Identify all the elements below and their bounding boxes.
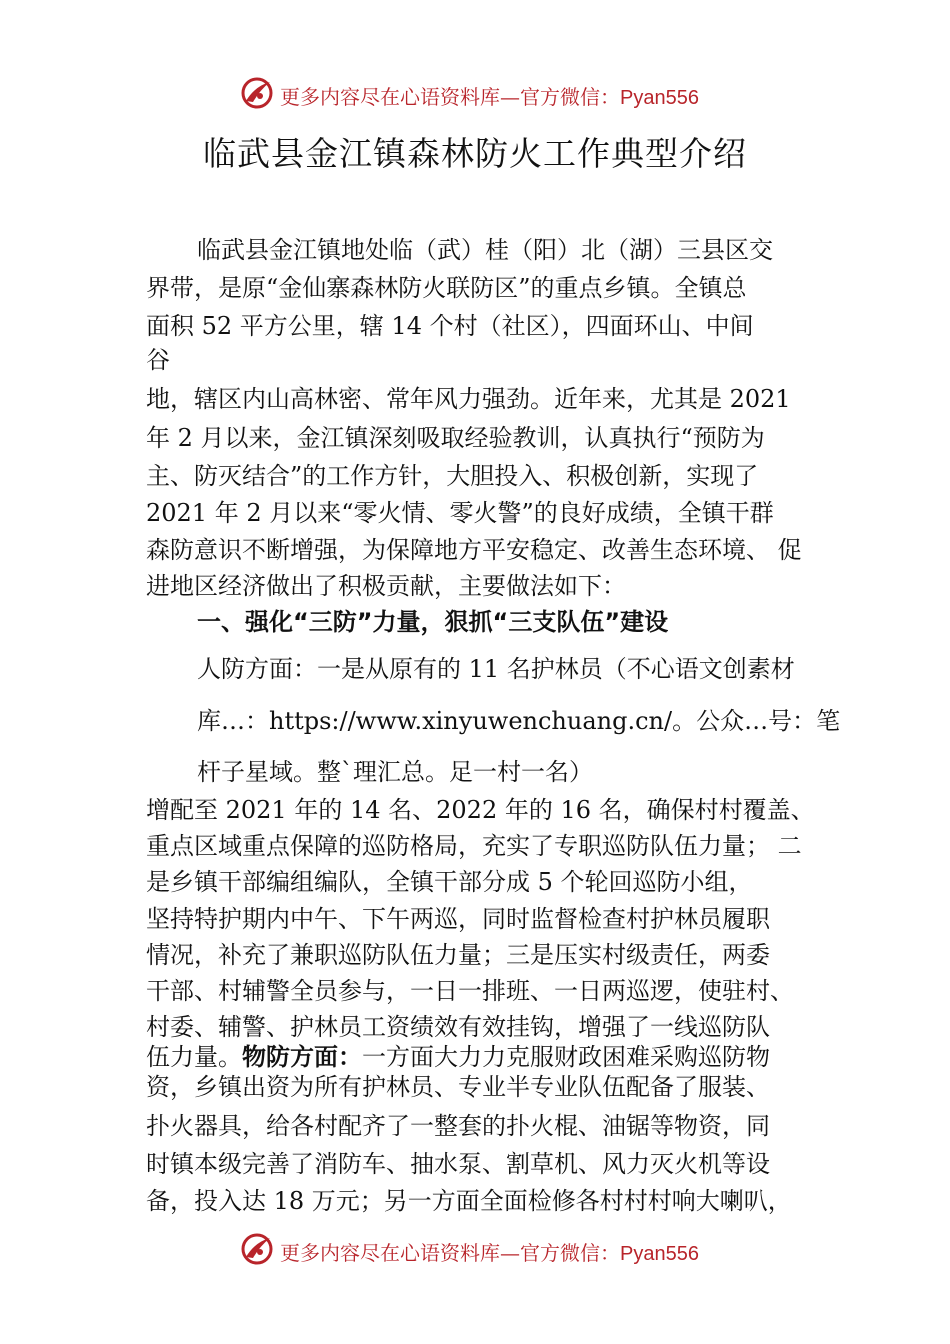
page-title: 临武县金江镇森林防火工作典型介绍	[203, 134, 747, 173]
wufang-heading: 物防方面：	[242, 1043, 362, 1071]
paragraph-line: 2021 年 2 月以来“零火情、零火警”的良好成绩，全镇干群	[146, 499, 774, 527]
paragraph-line: 杆子星域。整`理汇总。足一村一名）	[197, 758, 593, 786]
paragraph-line: 年 2 月以来，金江镇深刻吸取经验教训，认真执行“预防为	[146, 424, 765, 452]
paragraph-line: 主、防灭结合”的工作方针，大胆投入、积极创新，实现了	[146, 462, 759, 490]
header-banner	[0, 74, 950, 114]
banner-text: 更多内容尽在心语资料库—官方微信：Pyan556	[280, 85, 699, 109]
banner-text: 更多内容尽在心语资料库—官方微信：Pyan556	[280, 1241, 699, 1265]
paragraph-line: 进地区经济做出了积极贡献，主要做法如下：	[146, 572, 626, 600]
paragraph-line: 是乡镇干部编组编队，全镇干部分成 5 个轮回巡防小组，	[146, 868, 753, 896]
paragraph-line: 森防意识不断增强，为保障地方平安稳定、改善生态环境、 促	[146, 536, 802, 564]
paragraph-line: 时镇本级完善了消防车、抽水泵、割草机、风力灭火机等设	[146, 1150, 770, 1178]
line-text: 伍力量。	[146, 1043, 242, 1071]
paragraph-line: 人防方面：一是从原有的 11 名护林员（不心语文创素材	[197, 655, 795, 683]
footer-banner	[0, 1230, 950, 1270]
logo-icon	[240, 76, 274, 110]
paragraph-line: 重点区域重点保障的巡防格局，充实了专职巡防队伍力量； 二	[146, 832, 802, 860]
paragraph-line: 扑火器具，给各村配齐了一整套的扑火棍、油锯等物资，同	[146, 1112, 770, 1140]
paragraph-line-mixed	[146, 1042, 770, 1072]
paragraph-line: 情况，补充了兼职巡防队伍力量；三是压实村级责任，两委	[146, 941, 770, 969]
paragraph-line: 面积 52 平方公里，辖 14 个村（社区），四面环山、中间	[146, 312, 754, 340]
paragraph-line: 村委、辅警、护林员工资绩效有效挂钩，增强了一线巡防队	[146, 1013, 770, 1041]
section-heading: 一、强化“三防”力量，狠抓“三支队伍”建设	[197, 608, 669, 636]
paragraph-line: 增配至 2021 年的 14 名、2022 年的 16 名，确保村村覆盖、	[146, 796, 815, 824]
line-text: 一方面大力力克服财政困难采购巡防物	[362, 1043, 770, 1071]
paragraph-line: 库…：https://www.xinyuwenchuang.cn/。公众…号：笔	[197, 707, 841, 735]
wechat-id: Pyan556	[620, 87, 699, 109]
paragraph-line: 坚持特护期内中午、下午两巡，同时监督检查村护林员履职	[146, 905, 770, 933]
paragraph-line: 谷	[146, 346, 170, 374]
paragraph-line: 临武县金江镇地处临（武）桂（阳）北（湖）三县区交	[197, 236, 773, 264]
paragraph-line: 地，辖区内山高林密、常年风力强劲。近年来，尤其是 2021	[146, 385, 791, 413]
logo-icon	[240, 1232, 274, 1266]
paragraph-line: 干部、村辅警全员参与，一日一排班、一日两巡逻，使驻村、	[146, 977, 794, 1005]
paragraph-line: 界带，是原“金仙寨森林防火联防区”的重点乡镇。全镇总	[146, 274, 747, 302]
wechat-id: Pyan556	[620, 1243, 699, 1265]
paragraph-line: 备，投入达 18 万元；另一方面全面检修各村村村响大喇叭，	[146, 1187, 792, 1215]
paragraph-line: 资，乡镇出资为所有护林员、专业半专业队伍配备了服装、	[146, 1073, 770, 1101]
